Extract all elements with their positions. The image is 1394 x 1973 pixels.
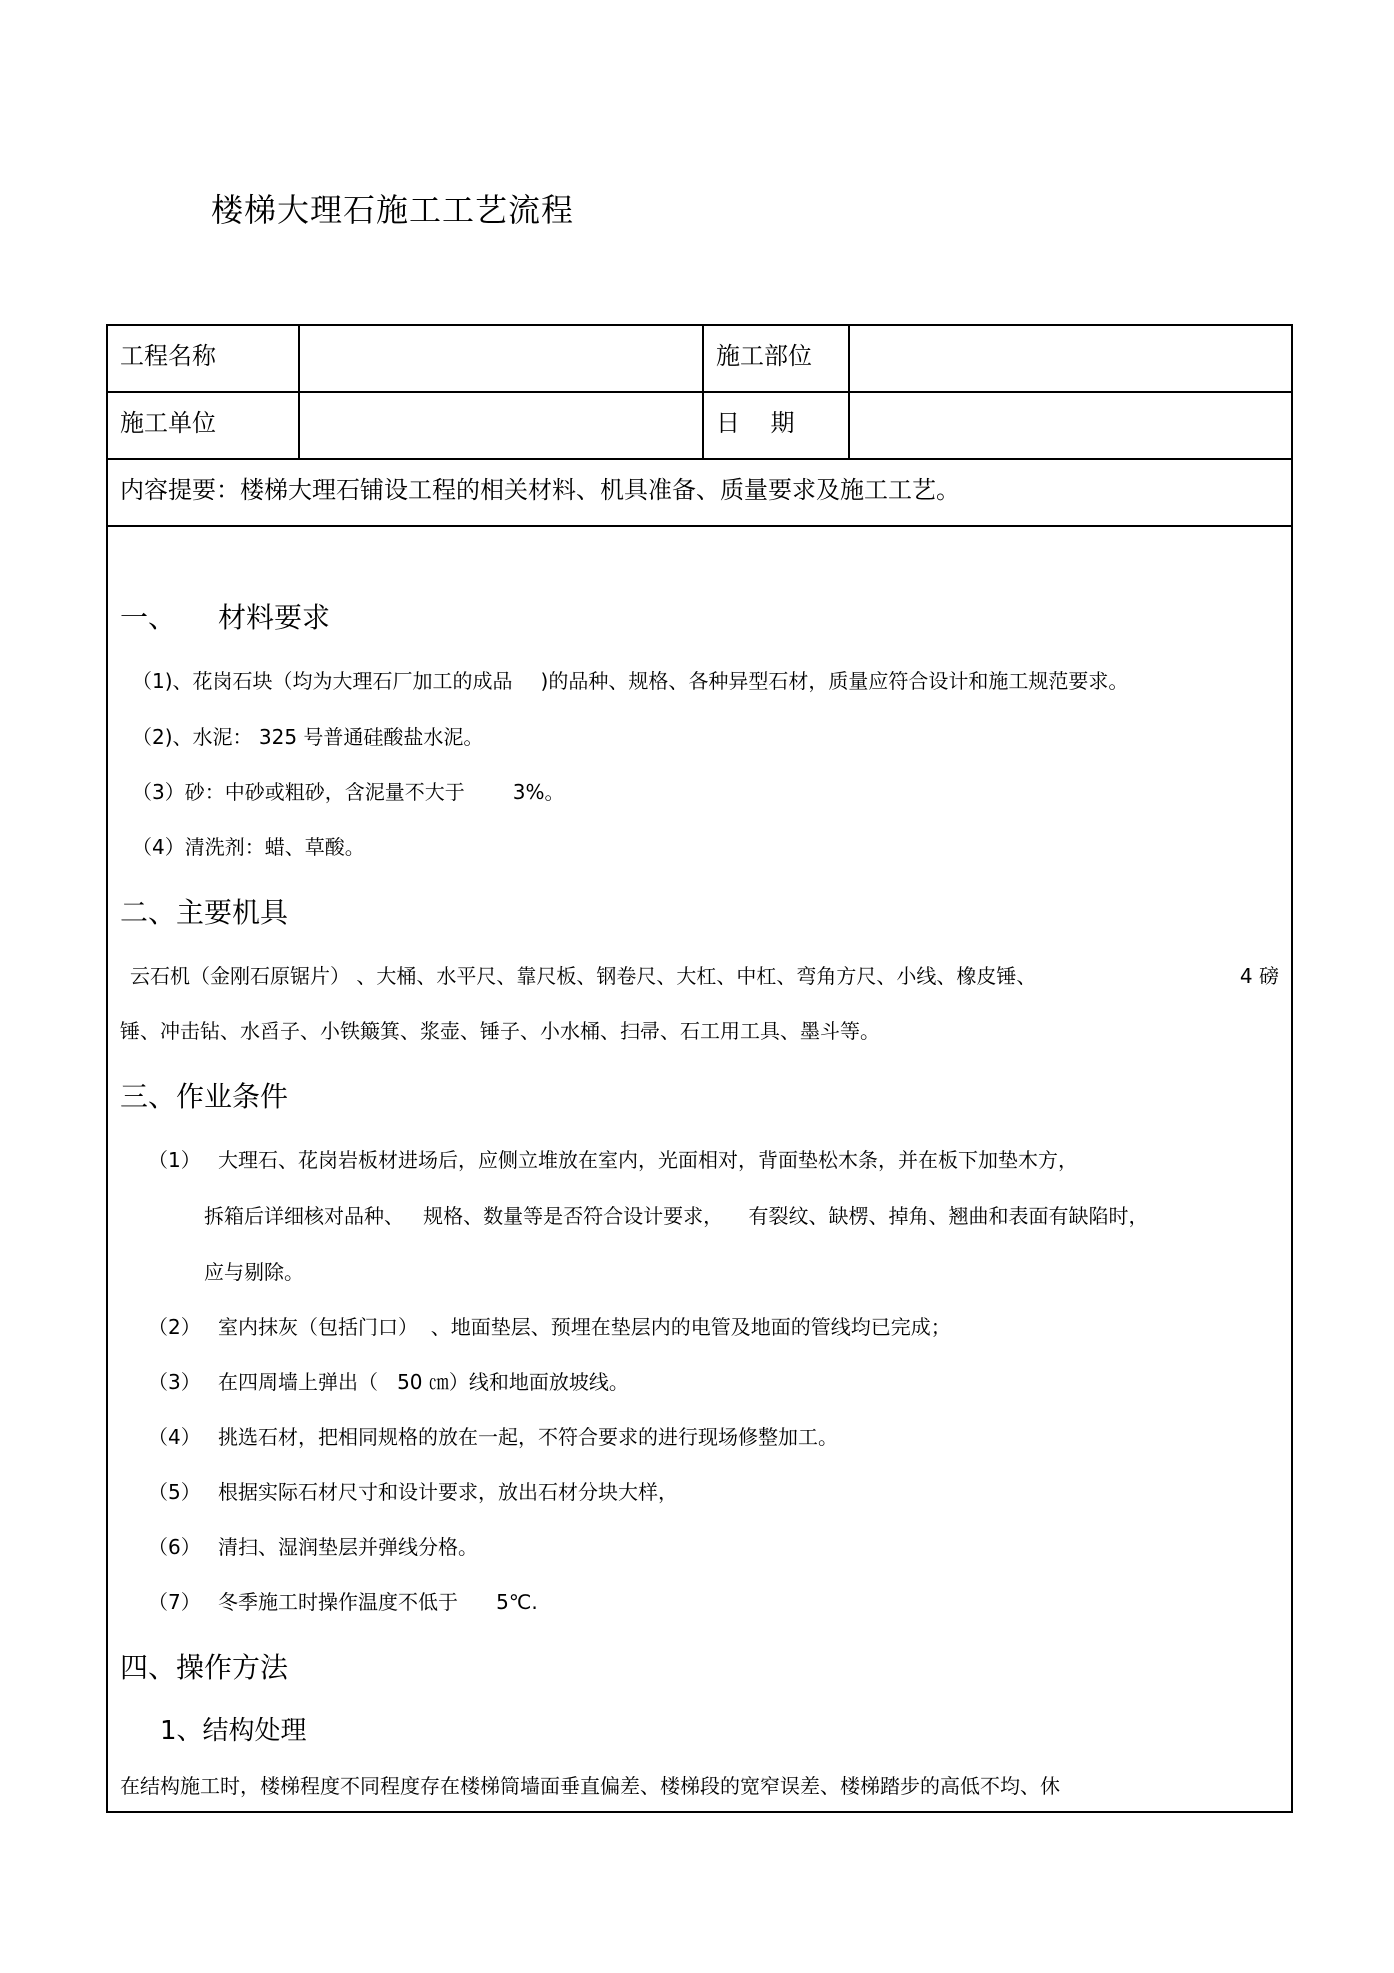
- row-divider: [108, 391, 1291, 393]
- material-item-4: [132, 834, 365, 860]
- document-title: 楼梯大理石施工工艺流程: [211, 191, 575, 229]
- condition-text-6: 清扫、湿润垫层并弹线分格。: [218, 1535, 478, 1559]
- condition-number-6: （6）: [148, 1535, 201, 1559]
- date-label: 日 期: [716, 409, 795, 437]
- material-item-2-text: （2)、水泥： 325 号普通硅酸盐水泥。: [132, 725, 484, 749]
- condition-text-1: 大理石、花岗岩板材进场后，应侧立堆放在室内，光面相对，背面垫松木条，并在板下加垫木方，: [218, 1148, 1078, 1172]
- construction-part-label: 施工部位: [716, 342, 812, 370]
- construction-unit-label: 施工单位: [120, 409, 216, 437]
- section-tools-heading: 二、主要机具: [120, 896, 289, 929]
- material-item-1-part-a: （1)、花岗石块（均为大理石厂加工的成品: [132, 669, 513, 693]
- tools-line-1-end: 4 磅: [1239, 964, 1279, 988]
- section-methods-heading: 四、操作方法: [120, 1651, 289, 1684]
- material-item-4-text: （4）清洗剂：蜡、草酸。: [132, 835, 365, 859]
- material-item-3-part-a: （3）砂：中砂或粗砂，含泥量不大于: [132, 780, 465, 804]
- condition-text-2: 室内抹灰（包括门口） 、地面垫层、预埋在垫层内的电管及地面的管线均已完成；: [218, 1315, 951, 1339]
- material-item-2: [132, 724, 483, 750]
- row-divider: [108, 458, 1291, 460]
- tools-line-1-text: 云石机（金刚石原锯片） 、大桶、水平尺、靠尺板、钢卷尺、大杠、中杠、弯角方尺、小线、橡皮锤、: [130, 964, 1037, 988]
- column-divider: [702, 326, 704, 458]
- condition-text-1-cont-2: 应与剔除。: [204, 1260, 304, 1284]
- condition-number-7: （7）: [148, 1590, 201, 1614]
- column-divider: [848, 326, 850, 458]
- project-name-label: 工程名称: [120, 342, 216, 370]
- form-table: [106, 324, 1293, 1813]
- condition-number-5: （5）: [148, 1480, 201, 1504]
- material-item-3-part-b: 3%。: [512, 780, 565, 804]
- tools-line-2: 锤、冲击钻、水舀子、小铁簸箕、浆壶、锤子、小水桶、扫帚、石工用工具、墨斗等。: [120, 1019, 880, 1043]
- condition-number-3: （3）: [148, 1370, 201, 1394]
- condition-number-4: （4）: [148, 1425, 201, 1449]
- material-item-1: [132, 668, 1128, 694]
- condition-number-1: （1）: [148, 1148, 201, 1172]
- structure-treatment-paragraph: 在结构施工时，楼梯程度不同程度存在楼梯筒墙面垂直偏差、楼梯段的宽窄误差、楼梯踏步的高低不均、休: [120, 1774, 1060, 1798]
- section-materials-number: 一、: [120, 601, 177, 634]
- section-conditions-heading: 三、作业条件: [120, 1080, 289, 1113]
- condition-text-5: 根据实际石材尺寸和设计要求，放出石材分块大样，: [218, 1480, 678, 1504]
- condition-text-7: 冬季施工时操作温度不低于 5℃.: [218, 1590, 538, 1614]
- content-summary: 内容提要：楼梯大理石铺设工程的相关材料、机具准备、质量要求及施工工艺。: [120, 476, 960, 504]
- condition-text-4: 挑选石材，把相同规格的放在一起，不符合要求的进行现场修整加工。: [218, 1425, 838, 1449]
- condition-number-2: （2）: [148, 1315, 201, 1339]
- material-item-3: [132, 779, 564, 805]
- row-divider: [108, 525, 1291, 527]
- section-materials-heading: 材料要求: [218, 601, 331, 634]
- structure-treatment-subheading: 1、结构处理: [160, 1716, 307, 1746]
- condition-text-3: 在四周墙上弹出（ 50 ㎝）线和地面放坡线。: [218, 1370, 629, 1394]
- material-item-1-part-b: )的品种、规格、各种异型石材，质量应符合设计和施工规范要求。: [540, 669, 1129, 693]
- condition-text-1-cont: 拆箱后详细核对品种、 规格、数量等是否符合设计要求， 有裂纹、缺楞、掉角、翘曲和表面有缺陷时，: [204, 1204, 1149, 1228]
- column-divider: [298, 326, 300, 458]
